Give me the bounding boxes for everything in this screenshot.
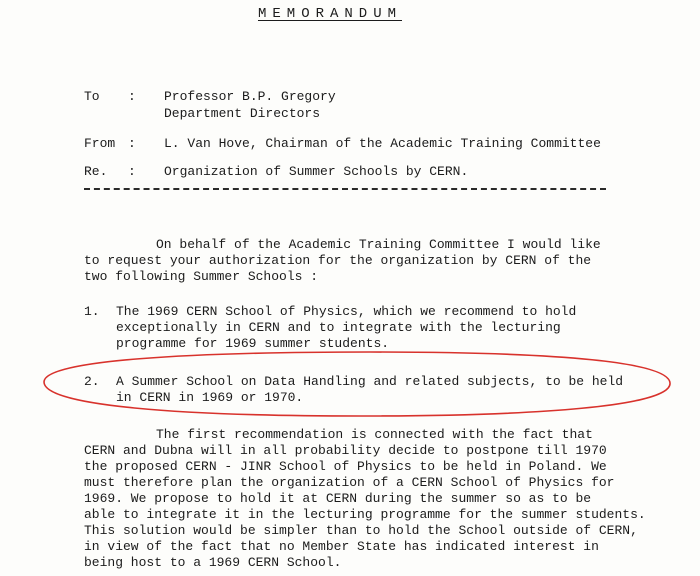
memo-title — [0, 6, 700, 22]
body-line-7: This solution would be simpler than to hold the School outside of CERN, — [84, 523, 638, 538]
to-line-2: Department Directors — [164, 106, 321, 121]
to-colon: : — [128, 89, 136, 104]
item-1-number: 1. — [84, 304, 100, 319]
body-paragraph — [84, 427, 646, 571]
body-line-9: being host to a 1969 CERN School. — [84, 555, 342, 570]
item-2-line-1: A Summer School on Data Handling and related subjects, to be held — [116, 374, 624, 389]
intro-line-2: to request your authorization for the organization by CERN of the — [84, 253, 592, 268]
re-colon: : — [128, 164, 136, 179]
from-label: From — [84, 136, 116, 151]
memo-title-text: MEMORANDUM — [257, 6, 402, 22]
item-1-line-1: The 1969 CERN School of Physics, which we recommend to hold — [116, 304, 577, 319]
item-1-text — [116, 304, 576, 352]
header-divider — [84, 188, 606, 190]
from-value: L. Van Hove, Chairman of the Academic Training Committee — [164, 136, 601, 151]
header-to-row — [84, 88, 336, 122]
body-line-3: the proposed CERN - JINR School of Physics to be held in Poland. We — [84, 459, 607, 474]
re-label: Re. — [84, 164, 108, 179]
body-line-6: able to integrate it in the lecturing programme for the summer students. — [84, 507, 646, 522]
item-1-line-2: exceptionally in CERN and to integrate with the lecturing — [116, 320, 561, 335]
intro-line-3: two following Summer Schools : — [84, 269, 319, 284]
header-re-row — [84, 163, 468, 180]
body-line-5: 1969. We propose to hold it at CERN during the summer so as to be — [84, 491, 592, 506]
body-line-2: CERN and Dubna will in all probability decide to postpone till 1970 — [84, 443, 607, 458]
body-line-8: in view of the fact that no Member State has indicated interest in — [84, 539, 599, 554]
to-label: To — [84, 89, 100, 104]
header-from-row — [84, 135, 601, 152]
to-line-1: Professor B.P. Gregory — [164, 89, 336, 104]
intro-paragraph — [84, 237, 601, 285]
to-value — [164, 88, 336, 122]
item-2-number: 2. — [84, 374, 100, 389]
re-value: Organization of Summer Schools by CERN. — [164, 164, 469, 179]
body-line-1: The first recommendation is connected with the fact that — [156, 427, 593, 442]
body-line-4: must therefore plan the organization of a CERN School of Physics for — [84, 475, 615, 490]
item-2-text — [116, 374, 623, 406]
item-1-line-3: programme for 1969 summer students. — [116, 336, 390, 351]
item-2-line-2: in CERN in 1969 or 1970. — [116, 390, 304, 405]
intro-line-1: On behalf of the Academic Training Committee I would like — [156, 237, 601, 252]
from-colon: : — [128, 136, 136, 151]
